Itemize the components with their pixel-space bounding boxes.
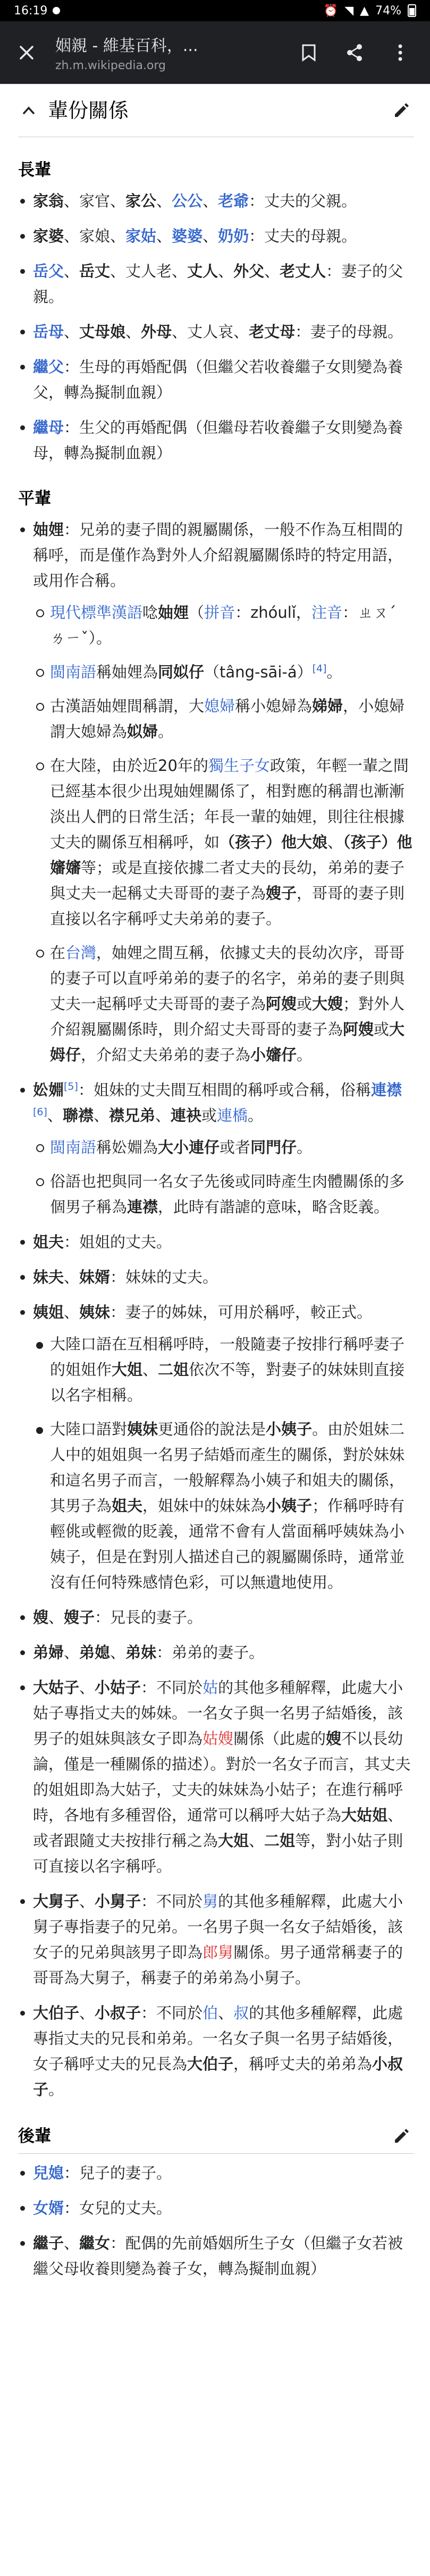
list-item-text	[33, 1264, 414, 1290]
text-run: 、	[249, 1832, 265, 1850]
text-run: 。	[297, 1138, 313, 1156]
wiki-link[interactable]: 連襟	[370, 1081, 402, 1099]
text-run: ，姐妹中的妹妹為	[142, 1497, 266, 1515]
term: 小舅子	[95, 1892, 141, 1910]
term: 繼子	[33, 2234, 64, 2252]
list-item-text	[33, 1640, 414, 1665]
text-run: （tâng-sāi-á）	[204, 663, 313, 681]
term: 大姑子	[33, 1679, 80, 1697]
wiki-link[interactable]: 拼音	[204, 603, 235, 622]
text-run: ：兄弟的妻子間的親屬關係，一般不作為互相間的稱呼，而是僅作為對外人介紹親屬關係時的特定用語，或用作合稱。	[33, 521, 403, 590]
term: 弟妹	[125, 1643, 157, 1662]
more-vert-icon	[398, 44, 403, 62]
text-run: ：不同於	[141, 1892, 203, 1910]
text-run: 或	[297, 995, 313, 1013]
sub-list-item	[33, 1416, 414, 1595]
list-item-text	[33, 1299, 414, 1325]
text-run: 在大陸，由於近20年的	[50, 757, 208, 775]
bookmark-button[interactable]	[292, 36, 326, 70]
text-run: 的其他多種解釋，此處大小姑子專指丈夫的姊妹。一名女子與一名男子結婚後，該男子的姐妹與該女子即為	[33, 1679, 403, 1748]
text-run: ：姐姐的丈夫。	[64, 1233, 172, 1251]
wiki-link[interactable]: 連橋	[217, 1106, 248, 1125]
term: 二姐	[158, 1361, 189, 1379]
text-run: 。	[48, 2080, 64, 2099]
text-run: 、	[64, 1643, 80, 1662]
text-run: ：妻子的姊妹，可用於稱呼，較正式。	[110, 1303, 373, 1321]
list-item	[18, 354, 414, 405]
list-item-text	[33, 223, 414, 249]
text-run: 、	[64, 262, 80, 280]
text-run: 古漢語妯娌間稱謂，大	[50, 697, 205, 715]
term: 大嫂	[312, 995, 343, 1013]
wiki-link[interactable]: 台灣	[65, 944, 97, 962]
text-run: 、	[156, 227, 172, 245]
term: 大姐	[218, 1832, 249, 1850]
term: 妹婿	[79, 1268, 111, 1286]
term: （孩子）他嬸嬸	[50, 833, 412, 877]
page-title: 姻親 - 維基百科，...	[55, 37, 198, 55]
section-title: 輩份關係	[48, 98, 129, 122]
status-bar	[0, 0, 430, 21]
subheading-junior-label: 後輩	[18, 2127, 51, 2146]
term: 小叔子	[33, 2055, 403, 2099]
text-run: 稱妐婣為	[96, 1138, 158, 1156]
text-run: ：妻子的父親。	[33, 262, 403, 306]
wiki-link[interactable]: 岳母	[33, 323, 64, 341]
term: 家公	[125, 192, 157, 210]
elder-list	[18, 188, 414, 466]
term: 大姐	[112, 1361, 143, 1379]
text-run: 大陸口語在互相稱呼時，一般隨妻子按排行稱呼妻子的姐姐作	[50, 1335, 405, 1379]
term: 小姨子	[266, 1497, 313, 1515]
list-item-text	[33, 1605, 414, 1630]
peer-list	[18, 517, 414, 2102]
term: 阿嫂	[266, 995, 297, 1013]
text-run: 的其他多種解釋，此處專指丈夫的兄長和弟弟。一名女子與一名男子結婚後，女子稱呼丈夫的兄長為	[33, 2004, 403, 2073]
share-button[interactable]	[338, 36, 372, 70]
sub-list-item	[33, 1331, 414, 1408]
text-run: 、	[48, 1608, 64, 1626]
term: 繼女	[79, 2234, 111, 2252]
term: 姒婦	[127, 723, 158, 741]
text-run: 、	[79, 2004, 95, 2022]
wiki-link[interactable]: 獨生子女	[208, 757, 270, 775]
bookmark-icon	[301, 44, 316, 62]
sub-list-item	[33, 600, 414, 651]
text-run: 。	[326, 663, 342, 681]
term: 丈母娘	[79, 323, 126, 341]
wiki-link[interactable]: 婆婆	[172, 227, 203, 245]
list-item-text	[33, 1675, 414, 1879]
text-run: 、	[203, 192, 218, 210]
text-run: 、	[47, 1106, 63, 1125]
redlink[interactable]: 姑嫂	[203, 1730, 234, 1748]
edit-subsection-icon[interactable]	[389, 2124, 414, 2149]
term: 妯娌	[33, 521, 64, 539]
term: 同姒仔	[158, 663, 205, 681]
list-item-text	[33, 1889, 414, 1991]
list-item-text	[33, 319, 414, 345]
wiki-link[interactable]: 姑	[203, 1679, 218, 1697]
text-run: 、	[64, 323, 80, 341]
text-run: 、丈人老、	[110, 262, 188, 280]
text-run: 不以長幼論，僅是一種關係的描述）。對於一名女子而言，其丈夫的姐姐即為大姑子，丈夫的妹妹為小姑子；在進行稱呼時，各地有多種習俗，通常可以稱呼大姑子為	[33, 1730, 411, 1824]
list-item	[18, 1299, 414, 1595]
term: 大伯子	[33, 2004, 80, 2022]
term: 連襟	[127, 1198, 158, 1216]
term: 弟媳	[79, 1643, 111, 1662]
reference-link[interactable]: [4]	[312, 662, 327, 675]
term: 外母	[141, 323, 172, 341]
text-run: 或	[374, 1020, 390, 1038]
term: 弟婦	[33, 1643, 64, 1662]
list-item-text	[33, 2195, 414, 2221]
term: 嫂	[33, 1608, 49, 1626]
list-item-text	[33, 188, 414, 214]
term: 姐夫	[33, 1233, 64, 1251]
close-tab-button[interactable]	[10, 36, 44, 70]
edit-section-icon[interactable]	[389, 98, 414, 123]
text-run: ：不同於	[141, 1679, 203, 1697]
text-run: 的其他多種解釋，此處大小舅子專指妻子的兄弟。一名男子與一名女子結婚後，該女子的兄弟與該男子即為	[33, 1892, 403, 1961]
wiki-link[interactable]: 閩南語	[50, 663, 97, 681]
text-run: 、	[218, 2004, 234, 2022]
wiki-link[interactable]: 奶奶	[218, 227, 249, 245]
text-run: ：女兒的丈夫。	[64, 2199, 172, 2217]
list-item	[18, 1264, 414, 1290]
list-item	[18, 1605, 414, 1630]
text-run: 。	[158, 723, 174, 741]
sub-list-item	[33, 753, 414, 932]
text-run: ：配偶的先前婚姻所生子女（但繼子女若被繼父母收養則變為養子女，轉為擬制血親）	[33, 2234, 403, 2278]
battery-icon	[408, 4, 416, 17]
term: 嫂	[326, 1730, 342, 1748]
list-item	[18, 2230, 414, 2281]
text-run: 俗語也把與同一名女子先後或同時產生肉體關係的多個男子稱為	[50, 1172, 405, 1216]
text-run: 或者	[220, 1138, 251, 1156]
term: 姨妹	[79, 1303, 111, 1321]
list-item	[18, 517, 414, 1068]
list-item	[18, 188, 414, 214]
term: 妹夫	[33, 1268, 64, 1286]
battery-percent: 74%	[375, 4, 401, 18]
list-item-text	[33, 258, 414, 309]
text-run: ，介紹丈夫弟弟的妻子為	[81, 1046, 251, 1064]
subheading-peer: 平輩	[18, 489, 51, 508]
text-run: 依次不等，對妻子的妹妹則直接以名字相稱。	[50, 1361, 405, 1404]
term: 丈人	[187, 262, 218, 280]
list-item	[18, 1077, 414, 1220]
term: 家婆	[33, 227, 64, 245]
text-run: 、家官、	[64, 192, 126, 210]
list-item-text	[33, 1229, 414, 1255]
term: 姨妹	[127, 1420, 158, 1438]
list-item	[18, 1229, 414, 1255]
term: 家翁	[33, 192, 64, 210]
text-run: 、或者跟隨丈夫按排行稱之為	[33, 1806, 403, 1850]
text-run: 關係。男子通常稱妻子的哥哥為大舅子，稱妻子的弟弟為小舅子。	[33, 1943, 403, 1987]
text-run: 、	[64, 1268, 80, 1286]
text-run: 、	[142, 1361, 158, 1379]
text-run: 關係（此處的	[233, 1730, 326, 1748]
term: 二姐	[264, 1832, 296, 1850]
text-run: 或	[201, 1106, 217, 1125]
text-run: 、	[264, 262, 280, 280]
term: 姐夫	[112, 1497, 143, 1515]
text-run: 大陸口語對	[50, 1420, 128, 1438]
term: 阿嫂	[343, 1020, 374, 1038]
text-run: 。	[297, 1046, 313, 1064]
text-run: 、	[125, 323, 141, 341]
wiki-link[interactable]: 岳父	[33, 262, 64, 280]
list-item	[18, 319, 414, 345]
text-run: 、	[155, 1106, 171, 1125]
sub-list	[33, 1135, 414, 1220]
term: 大姆仔	[50, 1020, 405, 1064]
sub-list-item	[33, 940, 414, 1068]
text-run: 等，對小姑子則可直接以名字稱呼。	[33, 1832, 403, 1875]
text-run: 等；或是直接依據二者丈夫的長幼，弟弟的妻子與丈夫一起稱丈夫哥哥的妻子為	[50, 859, 405, 902]
list-item	[18, 223, 414, 249]
list-item	[18, 1640, 414, 1665]
term: 大小連仔	[158, 1138, 220, 1156]
wiki-link[interactable]: 注音	[311, 603, 342, 622]
list-item	[18, 258, 414, 309]
text-run: ，稱呼丈夫的弟弟為	[233, 2055, 373, 2073]
term: 外父	[233, 262, 265, 280]
subheading-elder: 長輩	[18, 161, 51, 180]
wiki-link[interactable]: 女婿	[33, 2199, 64, 2217]
term: 嫂子	[266, 884, 297, 902]
wiki-link[interactable]: 老爺	[218, 192, 249, 210]
wiki-link[interactable]: 兒媳	[33, 2164, 64, 2182]
text-run: ，小媳婦謂大媳婦為	[50, 697, 405, 741]
text-run: 、	[64, 2234, 80, 2252]
list-item	[18, 1675, 414, 1879]
wiki-link[interactable]: 叔	[233, 2004, 249, 2022]
wiki-link[interactable]: 繼母	[33, 418, 64, 437]
section-header[interactable]	[18, 84, 414, 137]
wiki-link[interactable]: 繼父	[33, 358, 64, 376]
wiki-link[interactable]: 現代標準漢語	[50, 603, 143, 622]
reference-link[interactable]: [5]	[64, 1080, 78, 1093]
browser-toolbar	[0, 21, 430, 84]
list-item-text	[33, 1077, 414, 1128]
list-item	[18, 415, 414, 466]
list-item-text	[33, 2160, 414, 2186]
term: 老丈母	[249, 323, 296, 341]
text-run: 、	[156, 192, 172, 210]
list-item-text	[33, 354, 414, 405]
term: 大姑姐	[341, 1806, 388, 1824]
text-run: ：姐妹的丈夫間互相間的稱呼或合稱，俗稱	[78, 1081, 371, 1099]
text-run: ：生母的再婚配偶（但繼父若收養繼子女則變為養父，轉為擬制血親）	[33, 358, 403, 401]
text-run: ：不同於	[141, 2004, 203, 2022]
sub-list-item	[33, 1135, 414, 1160]
term: 大伯子	[187, 2055, 234, 2073]
list-item	[18, 1889, 414, 1991]
term: 老丈人	[280, 262, 326, 280]
text-run: ：生父的再婚配偶（但繼母若收養繼子女則變為養母，轉為擬制血親）	[33, 418, 403, 462]
text-run: 、	[218, 262, 234, 280]
text-run: 。由於姐妹二人中的姐姐與一名男子結婚而產生的關係，對於妹妹和這名男子而言，一般解釋為小姨子和姐夫的關係，其男子為	[50, 1420, 405, 1515]
term: 娣婦	[312, 697, 343, 715]
status-time: 16:19	[14, 4, 48, 18]
sub-list-item	[33, 659, 414, 685]
text-run: ；作稱呼時有輕佻或輕微的貶義，通常不會有人當面稱呼姨妹為小姨子，但是在對別人描述自己的親屬關係時，通常並沒有任何特殊感情色彩，可以無遺地使用。	[50, 1497, 405, 1591]
text-run: （	[189, 603, 205, 622]
term: 妐婣	[33, 1081, 64, 1099]
sub-list	[33, 1331, 414, 1595]
term: 妯娌	[158, 603, 189, 622]
reference-link[interactable]: [6]	[33, 1106, 47, 1118]
text-run: 在	[50, 944, 66, 962]
subheading-junior	[18, 2124, 414, 2154]
redlink[interactable]: 郎舅	[203, 1943, 234, 1961]
term: 姨姐	[33, 1303, 64, 1321]
alarm-icon: ⏰	[323, 4, 339, 18]
wifi-icon: ◥	[344, 4, 354, 18]
list-item-text	[33, 517, 414, 593]
text-run: 、	[203, 227, 218, 245]
text-run: ：妹妹的丈夫。	[110, 1268, 218, 1286]
text-run: ：zhóulǐ，	[235, 603, 311, 622]
list-item-text	[33, 2230, 414, 2281]
text-run: ，此時有諧謔的意味，略含貶義。	[158, 1198, 390, 1216]
term: 嫂子	[64, 1608, 95, 1626]
term: 連袂	[171, 1106, 202, 1125]
term: 襟兄弟	[108, 1106, 155, 1125]
share-icon	[345, 44, 364, 62]
close-icon	[19, 45, 35, 61]
list-item-text	[33, 415, 414, 466]
wiki-link[interactable]: 舅	[203, 1892, 218, 1910]
term: 小姑子	[95, 1679, 141, 1697]
overflow-menu-button[interactable]	[383, 36, 417, 70]
list-item	[18, 2000, 414, 2102]
text-run: 、	[79, 1892, 95, 1910]
wiki-link[interactable]: 閩南語	[50, 1138, 97, 1156]
text-run: 、	[110, 1643, 126, 1662]
text-run: 、	[64, 1303, 80, 1321]
term: 小叔子	[95, 2004, 141, 2022]
article-content	[0, 84, 430, 2281]
wiki-link[interactable]: 家姑	[125, 227, 157, 245]
term: 同門仔	[250, 1138, 297, 1156]
text-run: 、	[327, 833, 343, 851]
text-run: 政策，年輕一輩之間已經基本很少出現妯娌關係了，相對應的稱謂也漸漸淡出人們的日常生活；年長一輩的妯娌，則往往根據丈夫的關係互相稱呼，如	[50, 757, 409, 851]
term: 小嬸仔	[250, 1046, 297, 1064]
page-url: zh.m.wikipedia.org	[55, 59, 166, 72]
sub-list-item	[33, 1169, 414, 1220]
junior-list	[18, 2160, 414, 2281]
text-run: 更通俗的說法是	[158, 1420, 266, 1438]
sub-list-item	[33, 693, 414, 744]
signal-icon: ▲	[360, 4, 369, 18]
term: 岳丈	[79, 262, 111, 280]
term: （孩子）他大娘	[220, 833, 328, 851]
text-run: ，哥哥的妻子則直接以名字稱呼丈夫弟弟的妻子。	[50, 884, 405, 928]
text-run: ：兒子的妻子。	[64, 2164, 172, 2182]
text-run: 稱小媳婦為	[235, 697, 313, 715]
text-run: 、丈人哀、	[172, 323, 249, 341]
wiki-link[interactable]: 媳婦	[204, 697, 235, 715]
text-run: 、	[79, 1679, 95, 1697]
term: 大舅子	[33, 1892, 80, 1910]
notification-icon	[53, 7, 60, 14]
list-item	[18, 2160, 414, 2186]
list-item-text	[33, 2000, 414, 2102]
sub-list	[33, 600, 414, 1068]
text-run: ：丈夫的母親。	[249, 227, 357, 245]
wiki-link[interactable]: 伯	[203, 2004, 218, 2022]
text-run: 、	[93, 1106, 109, 1125]
text-run: 稱妯娌為	[96, 663, 158, 681]
term: 聯襟	[62, 1106, 94, 1125]
chevron-up-icon[interactable]	[18, 106, 39, 115]
tab-title-area[interactable]	[44, 32, 292, 72]
text-run: ：丈夫的父親。	[249, 192, 357, 210]
text-run: ；對外人介紹親屬關係時，則介紹丈夫哥哥的妻子為	[50, 995, 405, 1038]
text-run: ：ㄓㄡˊ ㄌㄧˇ）。	[50, 603, 397, 647]
text-run: ，妯娌之間互稱，依據丈夫的長幼次序，哥哥的妻子可以直呼弟弟的妻子的名字，弟弟的妻子則與丈夫一起稱呼丈夫哥哥的妻子為	[50, 944, 405, 1013]
text-run: ：兄長的妻子。	[95, 1608, 203, 1626]
term: 小姨子	[266, 1420, 313, 1438]
list-item	[18, 2195, 414, 2221]
text-run: ：妻子的母親。	[295, 323, 403, 341]
text-run: 、家娘、	[64, 227, 126, 245]
text-run: ：弟弟的妻子。	[156, 1643, 265, 1662]
text-run: 唸	[142, 603, 158, 622]
wiki-link[interactable]: 公公	[172, 192, 203, 210]
text-run: 。	[248, 1106, 264, 1125]
